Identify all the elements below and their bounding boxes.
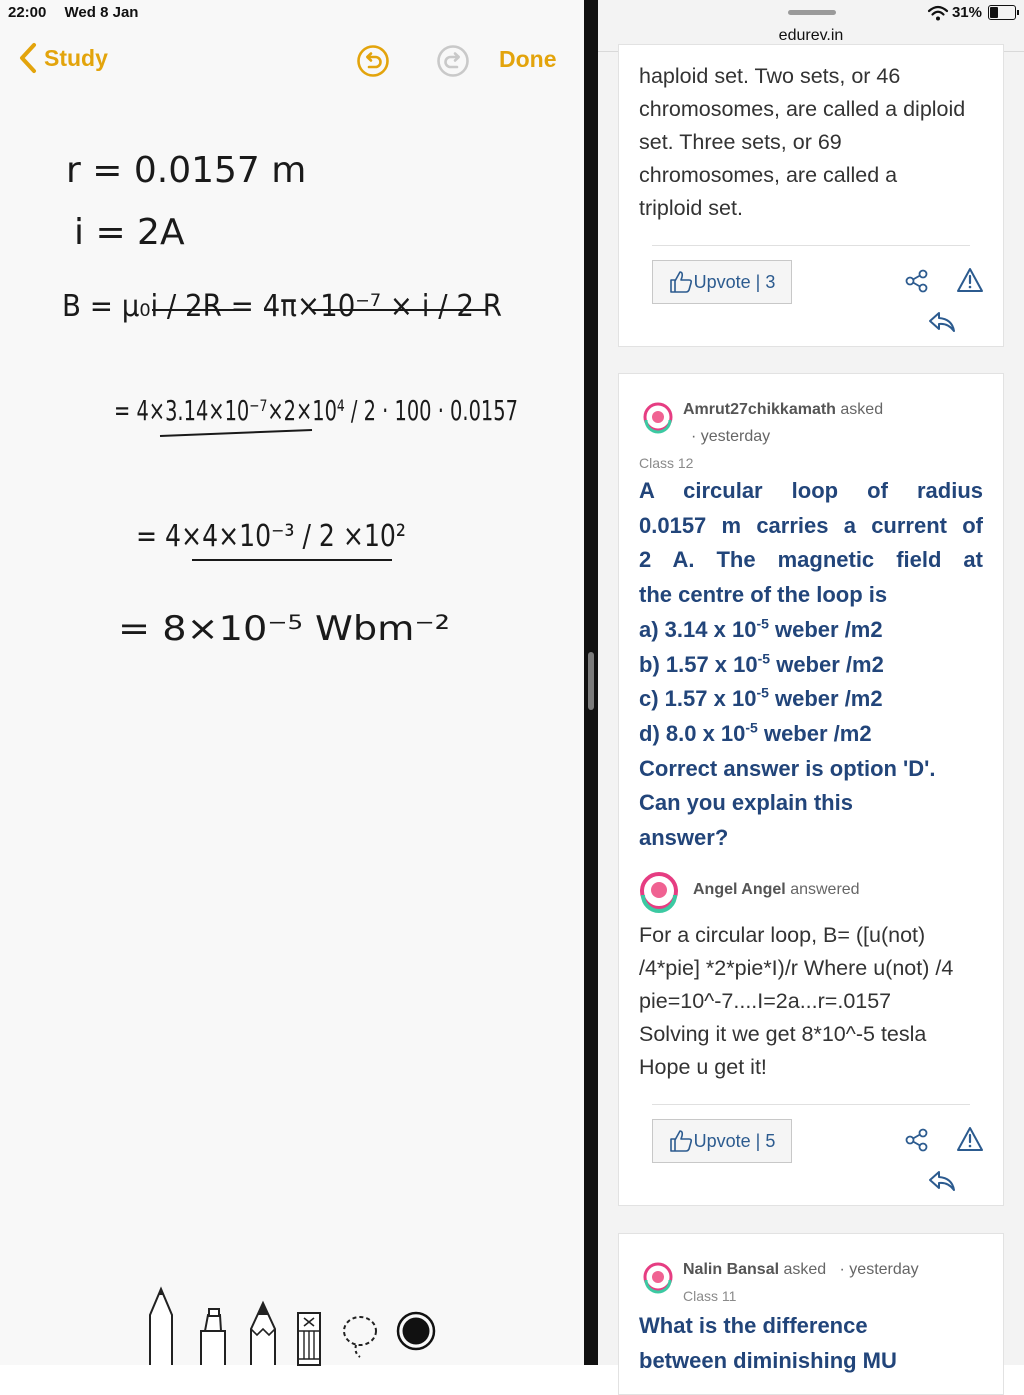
avatar[interactable] <box>639 871 679 911</box>
answer-text <box>639 60 999 225</box>
answer-line: Hope u get it! <box>639 1055 767 1079</box>
asker-name[interactable]: Amrut27chikkamath <box>683 401 836 418</box>
upvote-button[interactable] <box>652 1119 792 1163</box>
reply-icon[interactable] <box>928 311 956 333</box>
question-line: answer? <box>639 825 729 851</box>
divider-handle[interactable] <box>588 652 594 710</box>
question-card <box>618 373 1004 1206</box>
asker-meta <box>683 401 883 419</box>
divider <box>652 245 970 246</box>
status-bar-right <box>928 4 1016 21</box>
back-button[interactable] <box>16 42 108 74</box>
note-line-3: B = μ₀i / 2R = 4π×10⁻⁷ × i / 2 R <box>62 289 502 324</box>
browser-pane <box>598 0 1024 1373</box>
battery-percent: 31% <box>951 4 982 21</box>
status-time: 22:00 <box>8 4 47 21</box>
note-line-6: = 8×10⁻⁵ Wbm⁻² <box>118 609 450 649</box>
report-icon[interactable] <box>956 1126 984 1152</box>
back-label: Study <box>44 44 108 71</box>
asked-time-value: yesterday <box>700 428 771 445</box>
answerer-name[interactable]: Angel Angel <box>693 881 786 898</box>
wifi-icon <box>928 5 948 21</box>
done-button[interactable]: Done <box>499 46 557 72</box>
handwritten-note <box>0 120 584 680</box>
answer-line: chromosomes, are called a diploid <box>639 97 966 121</box>
class-tag[interactable]: Class 11 <box>683 1288 737 1304</box>
status-bar-left <box>8 4 152 21</box>
option-d: d) 8.0 x $10^{-5}$ weber /m2 <box>639 719 872 746</box>
multitasking-pill[interactable] <box>788 10 836 15</box>
divider <box>652 1104 970 1105</box>
pencil-tool-icon[interactable] <box>248 1301 278 1365</box>
question-text[interactable] <box>639 474 983 856</box>
question-line: 2 A. The magnetic field at <box>639 547 983 573</box>
color-picker-icon[interactable] <box>396 1311 436 1351</box>
answer-line: haploid set. Two sets, or 46 <box>639 64 901 88</box>
class-tag[interactable]: Class 12 <box>639 455 694 471</box>
question-line: 0.0157 m carries a current of <box>639 512 983 538</box>
undo-icon[interactable] <box>356 44 390 78</box>
question-line: What is the difference <box>639 1313 868 1338</box>
share-icon[interactable] <box>905 269 929 293</box>
answer-line: chromosomes, are called a <box>639 163 898 187</box>
question-line: A circular loop of radius <box>639 478 983 503</box>
thumbs-up-icon <box>669 1129 693 1153</box>
status-date: Wed 8 Jan <box>64 4 139 21</box>
answer-line: For a circular loop, B= ([u(not) <box>639 923 926 947</box>
option-c: c) 1.57 x $10^{-5}$ weber /m2 <box>639 684 883 712</box>
asked-label: asked <box>840 401 884 418</box>
answer-text <box>639 919 1003 1084</box>
question-line: Can you explain this <box>639 790 853 816</box>
share-icon[interactable] <box>905 1128 929 1152</box>
answer-line: pie=10^-7....I=2a...r=.0157 <box>639 989 892 1013</box>
asked-time: · yesterday <box>691 428 771 445</box>
question-text[interactable] <box>639 1309 983 1378</box>
marker-tool-icon[interactable] <box>198 1307 228 1365</box>
answer-line: Solving it we get 8*10^-5 tesla <box>639 1022 927 1046</box>
fraction-bar <box>160 430 312 436</box>
thumbs-up-icon <box>669 270 693 294</box>
answer-line: set. Three sets, or 69 <box>639 130 842 154</box>
eraser-tool-icon[interactable] <box>296 1311 322 1365</box>
upvote-button[interactable] <box>652 260 792 304</box>
option-b: b) 1.57 x $10^{-5}$ weber /m2 <box>639 650 884 677</box>
note-line-5: = 4×4×10⁻³ / 2 ×10² <box>136 519 406 554</box>
question-line: Correct answer is option 'D'. <box>639 755 936 781</box>
split-view-divider[interactable] <box>584 0 598 1365</box>
upvote-label: Upvote | 3 <box>693 271 776 292</box>
asked-time-value: yesterday <box>849 1261 919 1278</box>
answer-line: triploid set. <box>639 196 743 220</box>
answerer-meta <box>693 881 860 899</box>
note-line-2: i = 2A <box>74 212 185 253</box>
report-icon[interactable] <box>956 267 984 293</box>
answer-line: /4*pie] *2*pie*I)/r Where u(not) /4 <box>639 956 954 980</box>
note-line-1: r = 0.0157 m <box>66 150 307 191</box>
question-card <box>618 1233 1004 1395</box>
asker-meta: Nalin Bansal asked · yesterday <box>683 1261 919 1278</box>
url-bar[interactable]: edurev.in <box>778 27 844 44</box>
answer-card <box>618 44 1004 347</box>
avatar[interactable] <box>643 402 673 432</box>
reply-icon[interactable] <box>928 1170 956 1192</box>
asked-label: asked <box>783 1261 827 1278</box>
avatar[interactable] <box>643 1262 673 1292</box>
option-a: a) 3.14 x $10^{-5}$ weber /m2 <box>639 615 883 642</box>
redo-icon[interactable] <box>436 44 470 78</box>
battery-icon <box>988 5 1016 20</box>
question-line: the centre of the loop is <box>639 582 888 608</box>
asker-name[interactable]: Nalin Bansal <box>683 1261 780 1278</box>
question-line: between diminishing MU <box>639 1347 897 1373</box>
answered-label: answered <box>790 881 860 898</box>
lasso-tool-icon[interactable] <box>340 1311 380 1359</box>
chevron-left-icon <box>16 42 40 74</box>
note-line-4: = 4×3.14×10⁻⁷×2×10⁴ / 2 · 100 · 0.0157 <box>114 394 518 427</box>
upvote-label: Upvote | 5 <box>693 1130 776 1151</box>
pen-tool-icon[interactable] <box>146 1285 176 1365</box>
